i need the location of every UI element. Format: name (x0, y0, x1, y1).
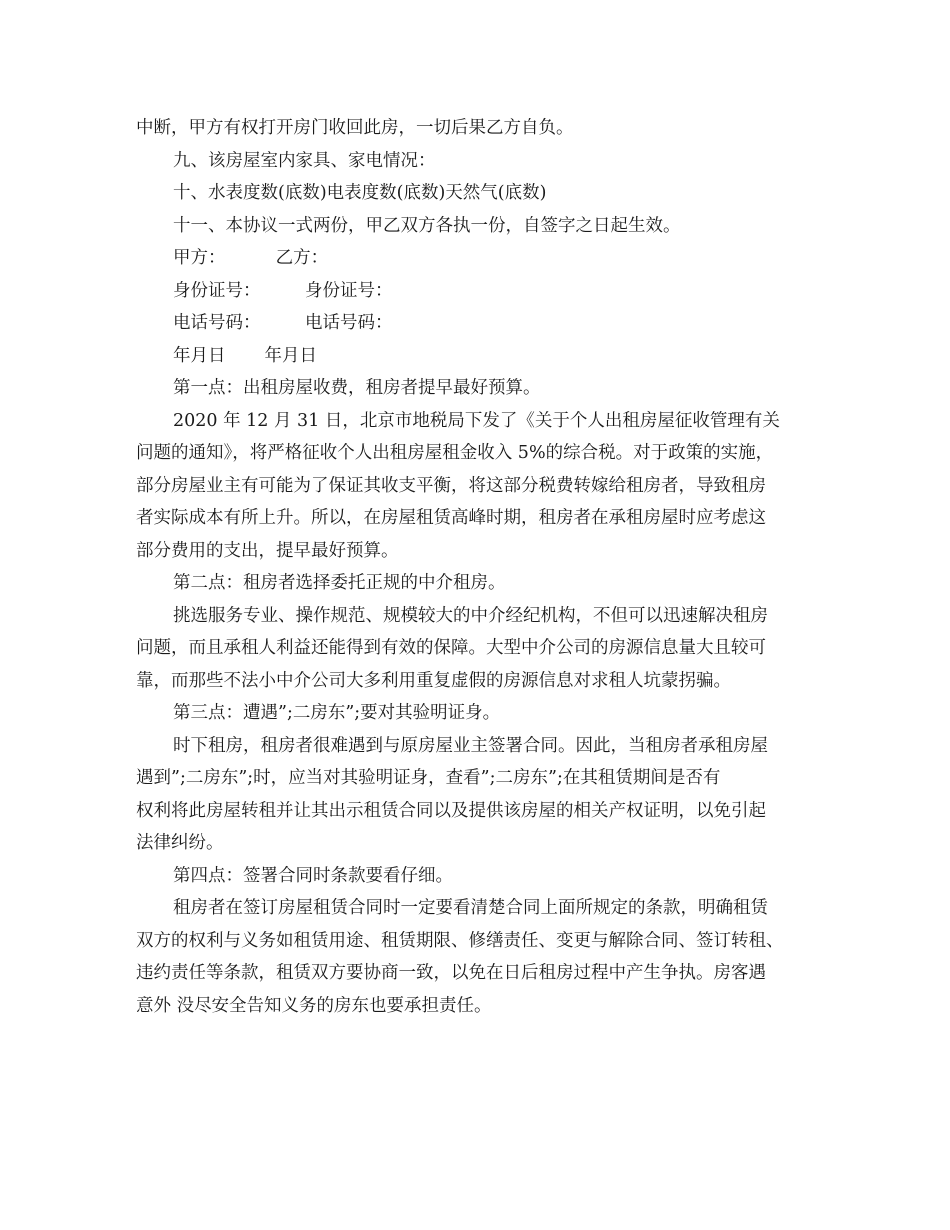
paragraph-line: 问题，而且承租人利益还能得到有效的保障。大型中介公司的房源信息量大且较可 (136, 638, 766, 658)
paragraph-line: 意外 没尽安全告知义务的房东也要承担责任。 (136, 995, 492, 1016)
paragraph-line: 部分费用的支出，提早最好预算。 (136, 540, 399, 561)
paragraph-line: 年月日 年月日 (173, 345, 317, 366)
document-body (136, 112, 816, 1022)
paragraph-line: 双方的权利与义务如租赁用途、租赁期限、修缮责任、变更与解除合同、签订转租、 (136, 930, 784, 951)
paragraph-line: 违约责任等条款，租赁双方要协商一致，以免在日后租房过程中产生争执。房客遇 (136, 963, 766, 983)
paragraph-line: 第二点：租房者选择委托正规的中介租房。 (173, 573, 506, 593)
paragraph-line: 2020 年 12 月 31 日，北京市地税局下发了《关于个人出租房屋征收管理有关 (173, 410, 780, 431)
paragraph-line: 法律纠纷。 (136, 833, 224, 853)
paragraph-line: 中断，甲方有权打开房门收回此房，一切后果乙方自负。 (136, 118, 574, 138)
paragraph-line: 电话号码： 电话号码： (173, 313, 393, 333)
paragraph-line: 遇到”;二房东”;时，应当对其验明证身，查看”;二房东”;在其租赁期间是否有 (136, 768, 721, 788)
paragraph-line: 者实际成本有所上升。所以，在房屋租赁高峰时期，租房者在承租房屋时应考虑这 (136, 508, 766, 528)
paragraph-line: 时下租房，租房者很难遇到与原房屋业主签署合同。因此，当租房者承租房屋 (173, 735, 768, 756)
paragraph-line: 租房者在签订房屋租赁合同时一定要看清楚合同上面所规定的条款，明确租赁 (173, 898, 768, 918)
paragraph-line: 部分房屋业主有可能为了保证其收支平衡，将这部分税费转嫁给租房者，导致租房 (136, 475, 766, 496)
paragraph-line: 甲方： 乙方： (173, 248, 329, 268)
paragraph-line: 问题的通知》，将严格征收个人出租房屋租金收入 5%的综合税。对于政策的实施， (136, 443, 774, 463)
paragraph-line: 十一、本协议一式两份，甲乙双方各执一份，自签字之日起生效。 (173, 215, 681, 236)
paragraph-line: 九、该房屋室内家具、家电情况： (173, 150, 436, 171)
paragraph-line: 权利将此房屋转租并让其出示租赁合同以及提供该房屋的相关产权证明，以免引起 (136, 800, 766, 821)
paragraph-line: 第三点：遭遇”;二房东”;要对其验明证身。 (173, 703, 501, 723)
paragraph-line: 第一点：出租房屋收费，租房者提早最好预算。 (173, 378, 541, 398)
paragraph-line: 挑选服务专业、操作规范、规模较大的中介经纪机构，不但可以迅速解决租房 (173, 605, 768, 626)
paragraph-line: 靠，而那些不法小中介公司大多利用重复虚假的房源信息对求租人坑蒙拐骗。 (136, 670, 731, 691)
paragraph-line: 十、水表度数(底数)电表度数(底数)天然气(底数) (173, 183, 547, 203)
paragraph-line: 身份证号： 身份证号： (173, 280, 393, 301)
paragraph-line: 第四点：签署合同时条款要看仔细。 (173, 865, 453, 886)
